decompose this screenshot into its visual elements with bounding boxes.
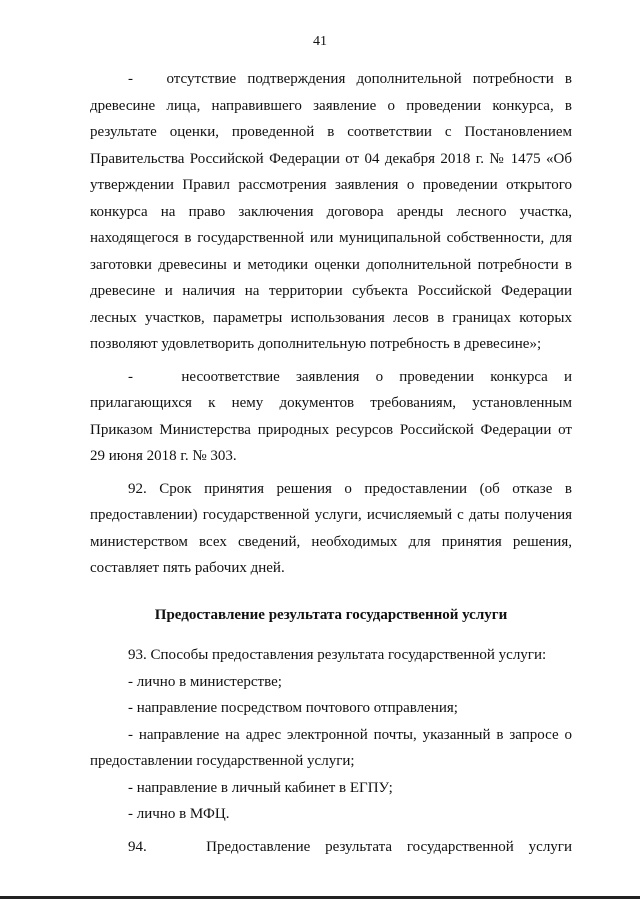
paragraph-94-start: 94. Предоставление результата государственной услуги — [128, 838, 572, 855]
paragraph-92-decision-term: 92. Срок принятия решения о предоставлении (об отказе в предоставлении) государственной услуги, исчисляемый с даты получения министерством всех сведений, необходимых для принятия решения, составляет пять рабочих дней. — [90, 480, 572, 576]
method-personal-cabinet: - направление в личный кабинет в ЕГПУ; — [128, 779, 393, 796]
method-in-ministry: - лично в министерстве; — [128, 673, 282, 690]
section-heading: Предоставление результата государственной услуги — [154, 606, 508, 623]
page-number: 41 — [313, 34, 327, 49]
method-email: - направление на адрес электронной почты, указанный в запросе о предоставлении государственной услуги; — [90, 726, 572, 769]
document-body — [90, 66, 572, 860]
method-mfc: - лично в МФЦ. — [128, 806, 230, 822]
page-bottom-edge — [0, 896, 640, 899]
list-item-nonconformity: - несоответствие заявления о проведении конкурса и прилагающихся к нему документов требованиям, установленным Приказом Министерства природных ресурсов Российской Федерации от 29 июня 2018 г. № 303. — [90, 368, 572, 464]
method-postal: - направление посредством почтового отправления; — [128, 700, 458, 716]
paragraph-93-methods: 93. Способы предоставления результата государственной услуги: — [128, 647, 547, 663]
list-item-no-confirmation: - отсутствие подтверждения дополнительной потребности в древесине лица, направившего заявление о проведении конкурса, в результате оценки, проведенной в соответствии с Постановлением Правительства Российской Федерации от 04 декабря 2018 г. № 1475 «Об утверждении Правил рассмотрения заявления о проведении открытого конкурса на право заключения договора аренды лесного участка, находящегося в государственной или муниципальной собственности, для заготовки древесины и методики оценки дополнительной потребности в древесине и наличия на территории субъекта Российской Федерации лесных участков, параметры использования лесов в границах которых позволяют удовлетворить дополнительную потребность в древесине»; — [90, 71, 572, 352]
